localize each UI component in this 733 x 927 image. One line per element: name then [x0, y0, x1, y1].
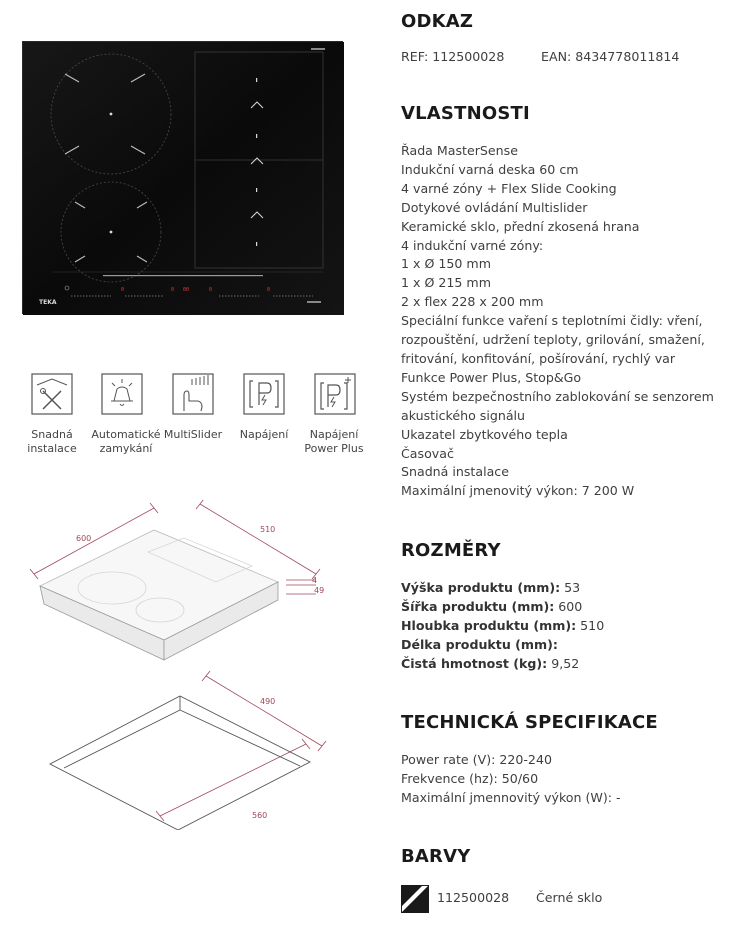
feature-item: rozpouštění, udržení teploty, grilování, smažení,	[401, 332, 705, 348]
feature-item: Funkce Power Plus, Stop&Go	[401, 369, 582, 385]
auto-lock-icon	[99, 371, 145, 417]
tech-item: Maximální jmennovitý výkon (W): -	[401, 789, 621, 805]
tech-list	[401, 751, 621, 808]
product-photo	[22, 41, 343, 314]
dimension-row: Šířka produktu (mm): 600	[401, 598, 583, 614]
feature-item: Snadná instalace	[401, 464, 509, 480]
colors-heading: BARVY	[401, 846, 471, 867]
reference-heading: ODKAZ	[401, 11, 474, 32]
dim-top-depth: 510	[260, 525, 276, 534]
feature-item: 1 x Ø 150 mm	[401, 256, 491, 272]
brand-logo: TEKA	[39, 299, 57, 306]
zone-display-3: 0	[209, 287, 213, 293]
feature-item: Řada MasterSense	[401, 143, 518, 158]
hob-render	[23, 42, 344, 315]
power-plus-icon	[312, 371, 358, 417]
feature-item: fritování, konfitování, pošírování, rychlý var	[401, 350, 676, 366]
color-swatch-black-glass[interactable]	[401, 885, 429, 913]
dim-height: 49	[314, 586, 325, 595]
feature-item: Časovač	[401, 445, 454, 461]
dimension-row: Hloubka produktu (mm): 510	[401, 617, 605, 633]
color-name: Černé sklo	[536, 890, 603, 905]
feature-item: Maximální jmenovitý výkon: 7 200 W	[401, 483, 635, 499]
color-code: 112500028	[437, 890, 510, 905]
dimension-row: Výška produktu (mm): 53	[401, 580, 581, 595]
dim-cut-width: 560	[252, 811, 268, 820]
timer-display: 00	[183, 287, 190, 293]
dim-top-width: 600	[76, 534, 92, 543]
feature-item: Dotykové ovládání Multislider	[401, 199, 588, 215]
feature-item: 2 x flex 228 x 200 mm	[401, 294, 544, 310]
tech-heading: TECHNICKÁ SPECIFIKACE	[401, 712, 658, 733]
feature-item: Systém bezpečnostního zablokování se senzorem	[401, 388, 714, 404]
feature-item: Keramické sklo, přední zkosená hrana	[401, 218, 640, 234]
tech-item: Power rate (V): 220-240	[401, 752, 552, 767]
features-list	[401, 142, 714, 501]
zone-display-4: 0	[267, 287, 271, 293]
feature-item: 1 x Ø 215 mm	[401, 275, 491, 291]
dim-glass: 4	[312, 576, 318, 585]
zone-display-1: 0	[121, 287, 125, 293]
easy-install-icon	[29, 371, 75, 417]
icon-label-easy-install: Snadná instalace	[27, 428, 77, 455]
zone-display-2: 0	[171, 287, 175, 293]
feature-item: Indukční varná deska 60 cm	[401, 161, 579, 177]
tech-item: Frekvence (hz): 50/60	[401, 770, 539, 786]
dim-cut-depth: 490	[260, 697, 276, 706]
dimension-row: Délka produktu (mm):	[401, 636, 558, 652]
feature-item: akustického signálu	[401, 407, 526, 423]
ean-number: EAN: 8434778011814	[541, 49, 680, 64]
multislider-icon	[170, 371, 216, 417]
technical-drawing	[20, 500, 360, 830]
feature-item: Ukazatel zbytkového tepla	[401, 426, 568, 442]
icon-label-multislider: MultiSlider	[163, 428, 223, 441]
dimensions-list	[401, 579, 604, 674]
icon-label-auto-lock: Automatické zamykání	[91, 428, 161, 455]
features-heading: VLASTNOSTI	[401, 103, 530, 124]
power-icon	[241, 371, 287, 417]
icon-label-power: Napájení	[239, 428, 289, 441]
dimension-row: Čistá hmotnost (kg): 9,52	[401, 655, 580, 671]
feature-item: 4 varné zóny + Flex Slide Cooking	[401, 180, 617, 196]
feature-item: Speciální funkce vaření s teplotními čidly: vření,	[401, 313, 703, 329]
dimensions-heading: ROZMĚRY	[401, 540, 501, 561]
feature-item: 4 indukční varné zóny:	[401, 237, 544, 253]
icon-label-power-plus: Napájení Power Plus	[304, 428, 364, 455]
ref-number: REF: 112500028	[401, 49, 505, 64]
